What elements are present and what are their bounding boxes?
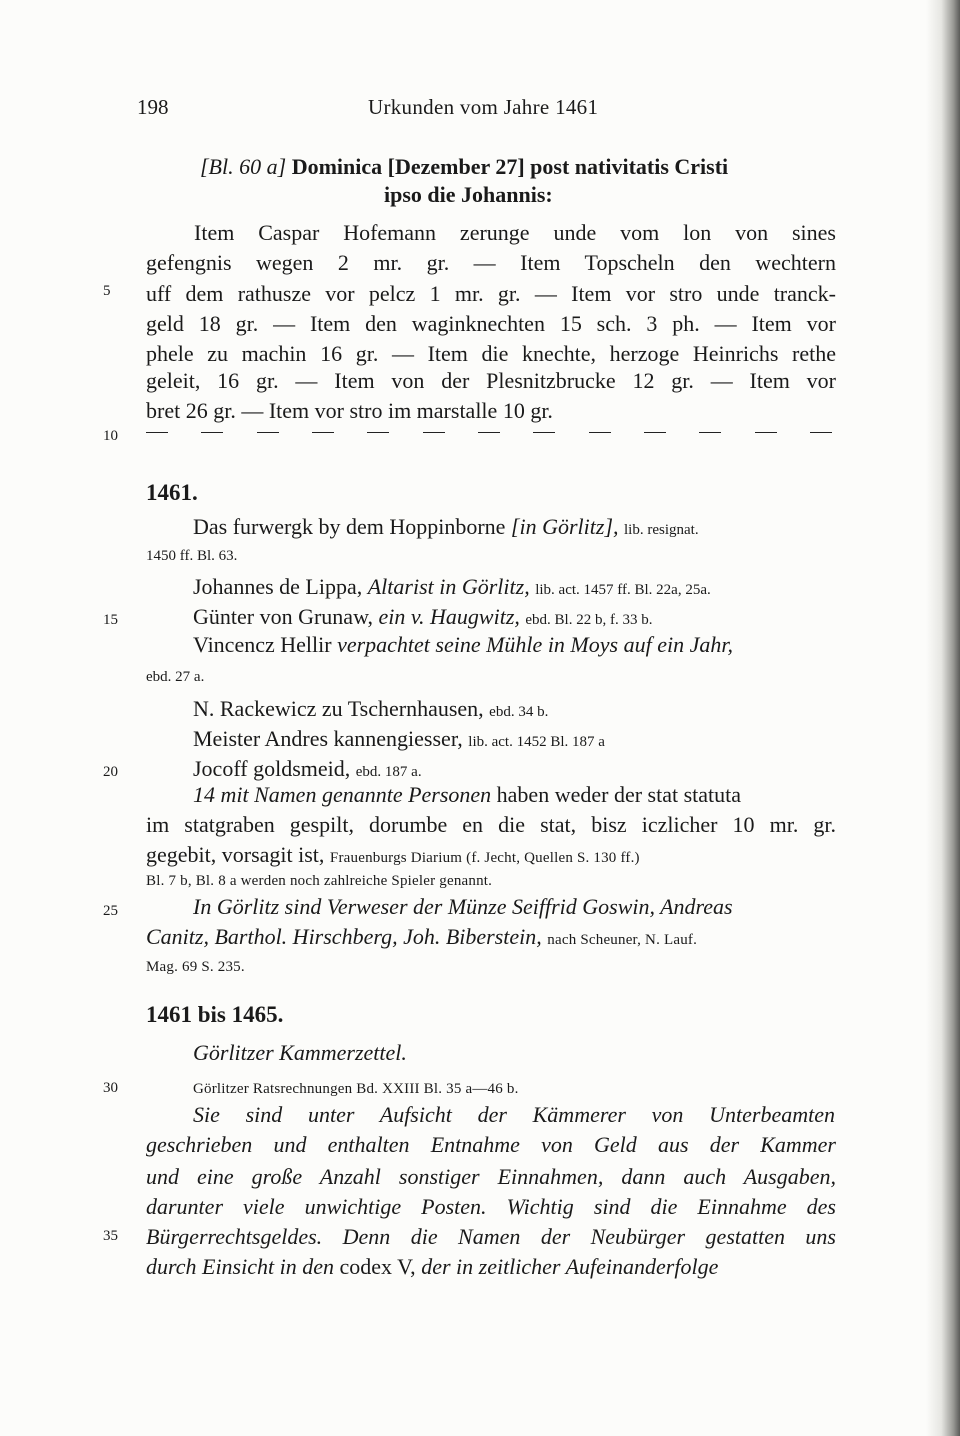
text-line: N. Rackewicz zu Tschernhausen, ebd. 34 b. [193, 696, 549, 721]
line-number: 15 [103, 612, 118, 628]
text-line: Johannes de Lippa, Altarist in Görlitz, lib. act. 1457 ff. Bl. 22a, 25a. [193, 574, 711, 599]
text-line: geleit, 16 gr. — Item von der Plesnitzbrucke 12 gr. — Item vor [146, 368, 836, 393]
text-line: geld 18 gr. — Item den waginknechten 15 sch. 3 ph. — Item vor [146, 311, 836, 336]
text-line: durch Einsicht in den codex V, der in zeitlicher Aufeinanderfolge [146, 1254, 719, 1279]
text-line: Mag. 69 S. 235. [146, 959, 245, 975]
text-line: geschrieben und enthalten Entnahme von Geld aus der Kammer [146, 1132, 836, 1157]
folio-ref: [Bl. 60 a] [200, 154, 287, 179]
heading-text: Dominica [Dezember 27] post nativitatis Cristi [291, 154, 729, 179]
running-title: Urkunden vom Jahre 1461 [368, 95, 599, 119]
line-number: 10 [103, 428, 118, 444]
text-line: 1450 ff. Bl. 63. [146, 548, 238, 564]
text-line: In Görlitz sind Verweser der Münze Seiffrid Goswin, Andreas [193, 894, 733, 919]
text-line: Bürgerrechtsgeldes. Denn die Namen der Neubürger gestatten uns [146, 1224, 836, 1249]
text-line: bret 26 gr. — Item vor stro im marstalle 10 gr. [146, 398, 553, 423]
separator-dashes [146, 432, 832, 433]
text-line: Sie sind unter Aufsicht der Kämmerer von Unterbeamten [193, 1102, 835, 1127]
line-number: 30 [103, 1080, 118, 1096]
text-line: gefengnis wegen 2 mr. gr. — Item Topscheln den wechtern [146, 250, 836, 275]
entry-heading-cont: ipso die Johannis: [384, 182, 553, 207]
entry-year: 1461 bis 1465. [146, 1002, 284, 1027]
line-number: 25 [103, 903, 118, 919]
text-line: 14 mit Namen genannte Personen haben weder der stat statuta [193, 782, 742, 807]
text-line: Meister Andres kannengiesser, lib. act. 1452 Bl. 187 a [193, 726, 605, 751]
text-line: Item Caspar Hofemann zerunge unde vom lon von sines [194, 220, 836, 245]
page-edge-shadow [926, 0, 960, 1436]
line-number: 5 [103, 283, 111, 299]
line-number: 20 [103, 764, 118, 780]
text-line: Vincencz Hellir verpachtet seine Mühle in Moys auf ein Jahr, [193, 632, 733, 657]
text-line: im statgraben gespilt, dorumbe en die stat, bisz iczlicher 10 mr. gr. [146, 812, 836, 837]
source-line: Görlitzer Ratsrechnungen Bd. XXIII Bl. 35 a—46 b. [193, 1081, 519, 1097]
entry-year: 1461. [146, 480, 198, 505]
text-line: und eine große Anzahl sonstiger Einnahmen, dann auch Ausgaben, [146, 1164, 836, 1189]
text-line: uff dem rathusze vor pelcz 1 mr. gr. — Item vor stro unde tranck- [146, 281, 836, 306]
text-line: ebd. 27 a. [146, 669, 205, 685]
entry-subtitle: Görlitzer Kammerzettel. [193, 1040, 407, 1065]
text-line: Canitz, Barthol. Hirschberg, Joh. Biberstein, nach Scheuner, N. Lauf. [146, 924, 698, 949]
text-line: Bl. 7 b, Bl. 8 a werden noch zahlreiche Spieler genannt. [146, 873, 493, 889]
text-line: darunter viele unwichtige Posten. Wichtig sind die Einnahme des [146, 1194, 836, 1219]
text-line: phele zu machin 16 gr. — Item die knechte, herzoge Heinrichs rethe [146, 341, 836, 366]
text-line: gegebit, vorsagit ist, Frauenburgs Diarium (f. Jecht, Quellen S. 130 ff.) [146, 842, 640, 867]
text-line: Jocoff goldsmeid, ebd. 187 a. [193, 756, 422, 781]
text-line: Das furwergk by dem Hoppinborne [in Görlitz], lib. resignat. [193, 514, 699, 539]
line-number: 35 [103, 1228, 118, 1244]
entry-heading [200, 152, 728, 182]
page-number: 198 [137, 95, 169, 119]
text-line: Günter von Grunaw, ein v. Haugwitz, ebd. Bl. 22 b, f. 33 b. [193, 604, 653, 629]
